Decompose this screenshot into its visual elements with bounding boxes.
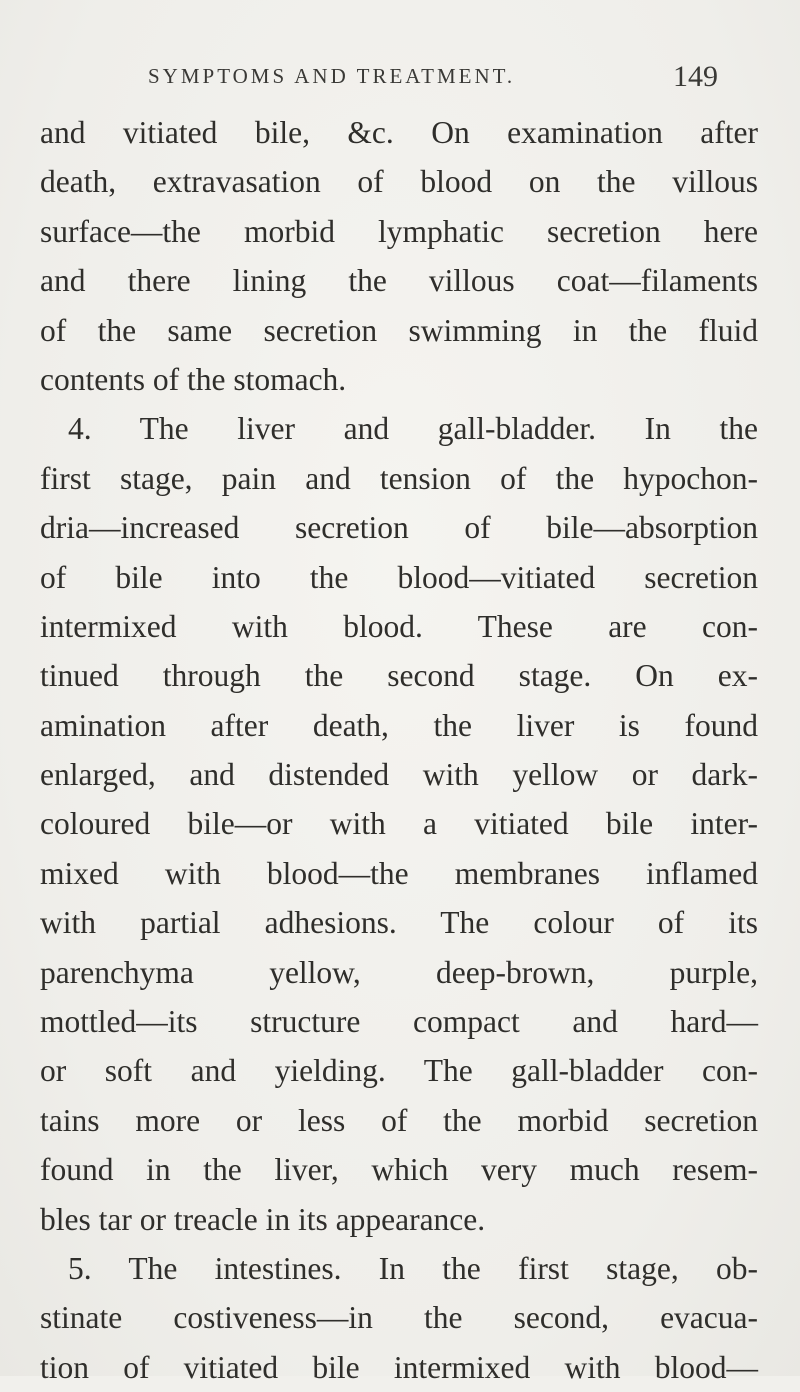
text-line: death, extravasation of blood on the villous [40,164,758,200]
text-line: stinate costiveness—in the second, evacua- [40,1300,758,1336]
text-line: mottled—its structure compact and hard— [40,1004,758,1040]
text-line: 4. The liver and gall-bladder. In the [68,411,758,447]
running-title: SYMPTOMS AND TREATMENT. [148,64,516,88]
text-line: found in the liver, which very much resem- [40,1152,758,1188]
text-line: enlarged, and distended with yellow or dark- [40,757,758,793]
text-line: 5. The intestines. In the first stage, ob- [68,1250,758,1286]
text-line: or soft and yielding. The gall-bladder con- [40,1053,758,1089]
text-line: bles tar or treacle in its appearance. [40,1201,486,1237]
text-line: mixed with blood—the membranes inflamed [40,855,758,891]
text-line: parenchyma yellow, deep-brown, purple, [40,954,758,990]
text-line: with partial adhesions. The colour of its [40,905,758,941]
text-line: surface—the morbid lymphatic secretion here [40,213,758,249]
text-line: intermixed with blood. These are con- [40,608,758,644]
text-line: contents of the stomach. [40,361,347,397]
text-line: coloured bile—or with a vitiated bile inter- [40,806,758,842]
text-line: of the same secretion swimming in the fluid [40,312,758,348]
text-line: tinued through the second stage. On ex- [40,658,758,694]
text-line: tains more or less of the morbid secretion [40,1102,758,1138]
text-line: tion of vitiated bile intermixed with blood— [40,1349,758,1385]
page-number: 149 [673,60,718,93]
text-line: amination after death, the liver is found [40,707,758,743]
body-text [40,108,758,1392]
text-line: of bile into the blood—vitiated secretion [40,559,758,595]
text-line: and there lining the villous coat—filaments [40,263,758,299]
text-line: dria—increased secretion of bile—absorption [40,510,758,546]
text-line: and vitiated bile, &c. On examination after [40,115,758,150]
text-line: first stage, pain and tension of the hypochon- [40,460,758,496]
running-head [148,60,718,100]
